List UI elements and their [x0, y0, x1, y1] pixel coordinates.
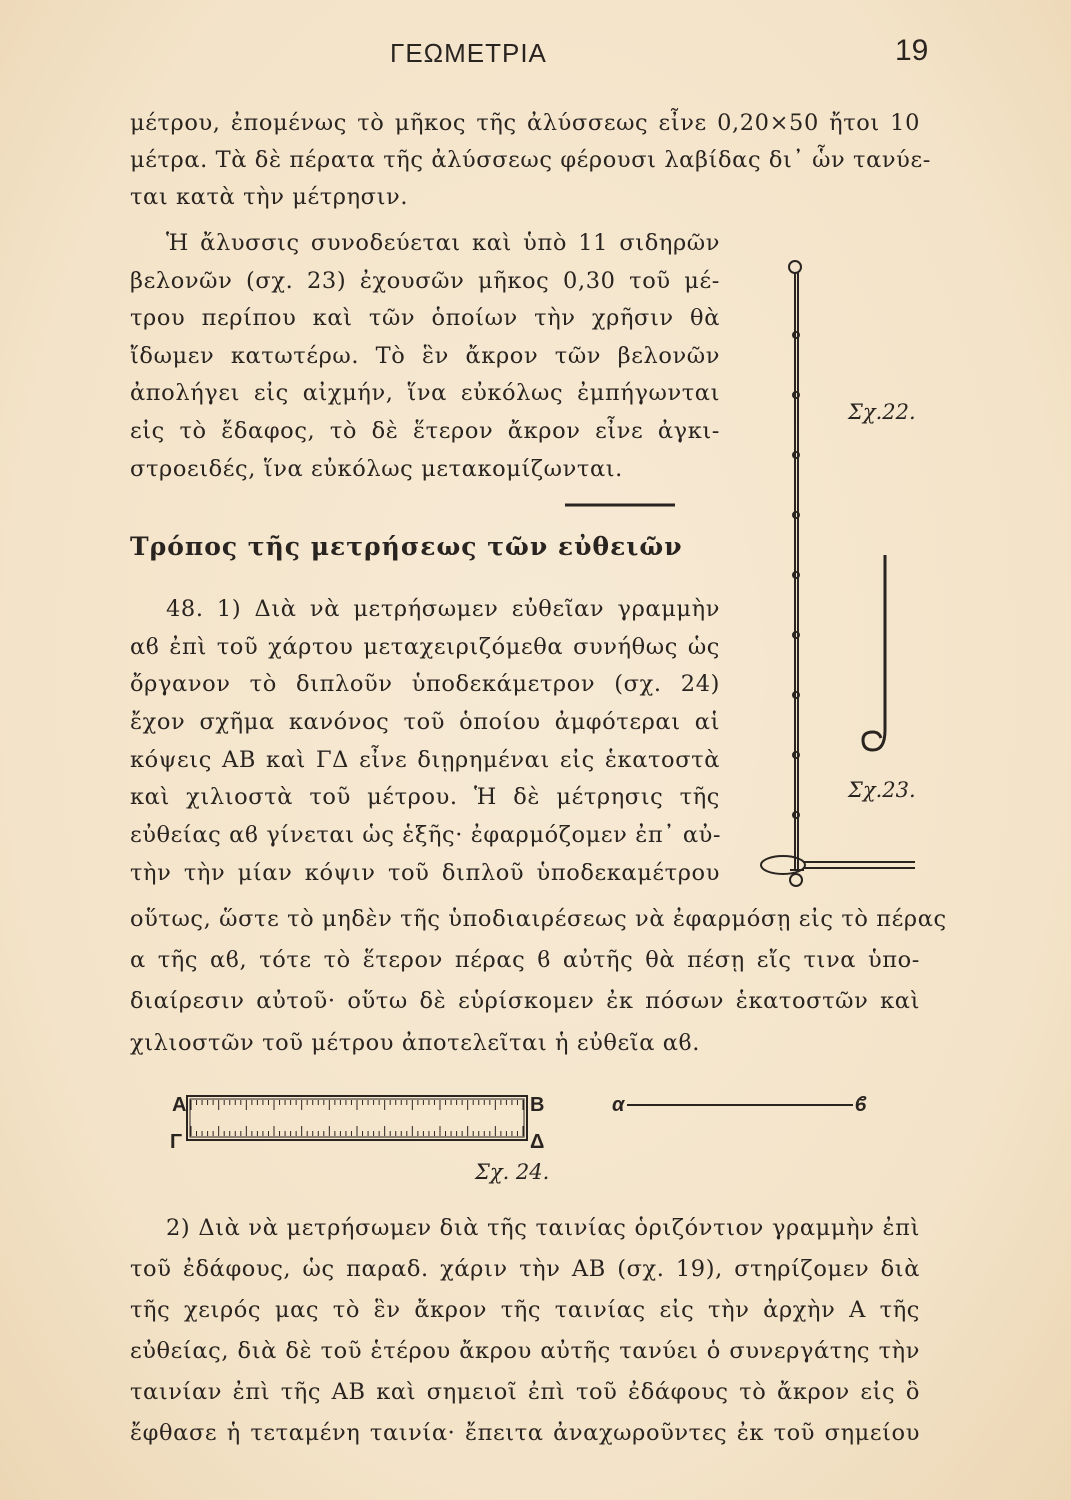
text-line: εὐθείας, διὰ δὲ τοῦ ἑτέρου ἄκρου αὐτῆς τανύει ὁ συνεργάτης τὴν — [130, 1338, 920, 1364]
segment-ab — [625, 1100, 855, 1110]
text-line: αϐ ἐπὶ τοῦ χάρτου μεταχειριζόμεθα συνήθως ὡς — [130, 634, 720, 660]
page-number: 19 — [895, 34, 929, 67]
text-line: ἀπολήγει εἰς αἰχμήν, ἵνα εὐκόλως ἐμπήγωνται — [130, 380, 720, 406]
text-line: ἴδωμεν κατωτέρω. Τὸ ἓν ἄκρον τῶν βελονῶν — [130, 343, 720, 369]
double-ruler — [186, 1095, 528, 1143]
ruler-label-g: Γ — [170, 1131, 183, 1153]
segment-label-b: ϐ — [855, 1094, 867, 1116]
text-line: στροειδές, ἵνα εὐκόλως μετακομίζωνται. — [130, 456, 623, 482]
section-heading: Τρόπος τῆς μετρήσεως τῶν εὐθειῶν — [130, 532, 683, 561]
text-line: χιλιοστῶν τοῦ μέτρου ἀποτελεῖται ἡ εὐθεῖα αϐ. — [130, 1030, 700, 1056]
pin-figure — [745, 550, 925, 890]
ruler-label-b: B — [530, 1094, 545, 1116]
text-line: τῆς χειρός μας τὸ ἓν ἄκρον τῆς ταινίας εἰς τὴν ἀρχὴν Α τῆς — [130, 1297, 920, 1323]
figure-22-caption: Σχ.22. — [848, 400, 916, 424]
text-line: μέτρα. Τὰ δὲ πέρατα τῆς ἀλύσσεως φέρουσι λαβίδας δι᾽ ὧν τανύε- — [130, 147, 931, 173]
figure-24-caption: Σχ. 24. — [475, 1160, 550, 1184]
text-line: α τῆς αϐ, τότε τὸ ἕτερον πέρας ϐ αὐτῆς θὰ πέσῃ εἴς τινα ὑπο- — [130, 947, 920, 973]
ruler-label-d: Δ — [530, 1131, 545, 1153]
text-line: Ἡ ἄλυσσις συνοδεύεται καὶ ὑπὸ 11 σιδηρῶν — [166, 230, 720, 256]
text-line: οὕτως, ὥστε τὸ μηδὲν τῆς ὑποδιαιρέσεως νὰ ἐφαρμόσῃ εἰς τὸ πέρας — [130, 906, 947, 932]
figure-23-caption: Σχ.23. — [848, 778, 916, 802]
text-line: ἔχον σχῆμα κανόνος τοῦ ὁποίου ἀμφότεραι αἱ — [130, 709, 720, 735]
running-title: ΓΕΩΜΕΤΡΙΑ — [390, 38, 547, 68]
text-line: καὶ χιλιοστὰ τοῦ μέτρου. Ἡ δὲ μέτρησις τῆς — [130, 784, 720, 810]
text-line: εὐθείας αϐ γίνεται ὡς ἑξῆς· ἐφαρμόζομεν ἐπ᾽ αὐ- — [130, 822, 722, 848]
text-line: εἰς τὸ ἔδαφος, τὸ δὲ ἕτερον ἄκρον εἶνε ἀγκι- — [130, 418, 720, 444]
text-line: κόψεις ΑΒ καὶ ΓΔ εἶνε διῃρημέναι εἰς ἑκατοστὰ — [130, 747, 720, 773]
text-line: τοῦ ἐδάφους, ὡς παραδ. χάριν τὴν ΑΒ (σχ. 19), στηρίζομεν διὰ — [130, 1256, 920, 1282]
text-line: τὴν τὴν μίαν κόψιν τοῦ διπλοῦ ὑποδεκαμέτρου — [130, 860, 720, 886]
text-line: ὄργανον τὸ διπλοῦν ὑποδεκάμετρον (σχ. 24) — [130, 671, 720, 697]
text-line: ταινίαν ἐπὶ τῆς ΑΒ καὶ σημειοῖ ἐπὶ τοῦ ἐδάφους τὸ ἄκρον εἰς ὃ — [130, 1379, 920, 1405]
segment-label-a: α — [612, 1094, 625, 1116]
page-header — [0, 34, 1071, 74]
text-line: ται κατὰ τὴν μέτρησιν. — [130, 184, 409, 210]
text-line: βελονῶν (σχ. 23) ἐχουσῶν μῆκος 0,30 τοῦ μέ- — [130, 268, 720, 294]
text-line: 48. 1) Διὰ νὰ μετρήσωμεν εὐθεῖαν γραμμὴν — [166, 596, 720, 622]
text-line: ἔφθασε ἡ τεταμένη ταινία· ἔπειτα ἀναχωροῦντες ἐκ τοῦ σημείου — [130, 1420, 920, 1446]
text-line: 2) Διὰ νὰ μετρήσωμεν διὰ τῆς ταινίας ὁριζόντιον γραμμὴν ἐπὶ — [166, 1215, 920, 1241]
text-line: τρου περίπου καὶ τῶν ὁποίων τὴν χρῆσιν θὰ — [130, 305, 720, 331]
ruler-label-a: A — [172, 1094, 187, 1116]
separator-rule — [560, 500, 680, 510]
text-line: μέτρου, ἐπομένως τὸ μῆκος τῆς ἀλύσσεως εἶνε 0,20×50 ἤτοι 10 — [130, 110, 920, 136]
text-line: διαίρεσιν αὐτοῦ· οὕτω δὲ εὑρίσκομεν ἐκ πόσων ἑκατοστῶν καὶ — [130, 988, 920, 1014]
